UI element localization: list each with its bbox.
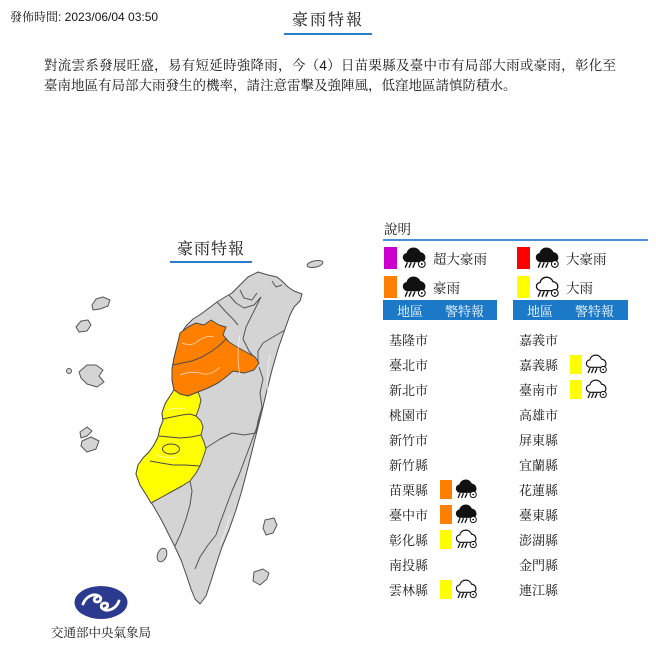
penghu-islands bbox=[80, 427, 92, 438]
region-name: 屏東縣 bbox=[519, 433, 559, 448]
warning-table-right bbox=[513, 300, 628, 602]
table-row bbox=[383, 477, 497, 502]
table-row bbox=[513, 527, 628, 552]
legend-color-swatch bbox=[384, 247, 397, 269]
light-rain-cloud-icon bbox=[455, 579, 479, 600]
warning-icon-wrap bbox=[585, 379, 609, 400]
warning-icon-wrap bbox=[455, 579, 479, 600]
legend-item-label: 大雨 bbox=[566, 281, 593, 296]
region-column-header: 地區 bbox=[397, 303, 424, 319]
kinmen-island bbox=[79, 365, 104, 387]
advisory-summary: 對流雲系發展旺盛，易有短延時強降雨，今（4）日苗栗縣及臺中市有局部大雨或豪雨，彰化至臺南地區有局部大雨發生的機率，請注意雷擊及強陣風，低窪地區請慎防積水。 bbox=[44, 58, 616, 93]
table-row bbox=[383, 552, 497, 577]
legend-icon-wrap bbox=[402, 276, 428, 299]
region-name: 高雄市 bbox=[519, 408, 559, 423]
legend-item-label: 豪雨 bbox=[433, 281, 460, 296]
region-column-header: 地區 bbox=[527, 303, 554, 319]
light-rain-cloud-icon bbox=[585, 379, 609, 400]
warning-color-swatch bbox=[440, 530, 452, 549]
light-rain-cloud-icon bbox=[455, 529, 479, 550]
table-row bbox=[513, 377, 628, 402]
warning-column-header: 警特報 bbox=[575, 303, 615, 319]
region-name: 彰化縣 bbox=[389, 533, 429, 548]
region-name: 宜蘭縣 bbox=[519, 458, 559, 473]
dark-rain-cloud-icon bbox=[535, 247, 561, 270]
warning-icon-wrap bbox=[455, 479, 479, 500]
region-name: 基隆市 bbox=[389, 333, 429, 348]
warning-color-swatch bbox=[570, 380, 582, 399]
table-row bbox=[383, 452, 497, 477]
table-row bbox=[383, 377, 497, 402]
warning-color-swatch bbox=[570, 355, 582, 374]
publish-time: 發佈時間: 2023/06/04 03:50 bbox=[10, 10, 159, 24]
table-row bbox=[383, 427, 497, 452]
legend-icon-wrap bbox=[535, 276, 561, 299]
warning-icon-wrap bbox=[585, 354, 609, 375]
warning-color-swatch bbox=[440, 580, 452, 599]
legend-item-label: 超大豪雨 bbox=[433, 252, 487, 267]
region-name: 新北市 bbox=[389, 383, 429, 398]
region-name: 花蓮縣 bbox=[519, 483, 559, 498]
legend-item bbox=[384, 274, 460, 300]
legend-item bbox=[517, 245, 607, 271]
region-name: 嘉義市 bbox=[519, 333, 559, 348]
guishan-islet bbox=[307, 259, 324, 269]
warning-column-header: 警特報 bbox=[445, 303, 485, 319]
region-name: 苗栗縣 bbox=[389, 483, 429, 498]
region-name: 金門縣 bbox=[519, 558, 559, 573]
region-name: 臺東縣 bbox=[519, 508, 559, 523]
agency-name: 交通部中央氣象局 bbox=[50, 626, 151, 640]
legend-icon-wrap bbox=[402, 247, 428, 270]
table-row bbox=[513, 427, 628, 452]
map-title: 豪雨特報 bbox=[170, 236, 252, 263]
legend-color-swatch bbox=[517, 276, 530, 298]
dark-rain-cloud-icon bbox=[402, 276, 428, 299]
orchid-island bbox=[253, 569, 269, 585]
region-name: 南投縣 bbox=[389, 558, 429, 573]
light-rain-cloud-icon bbox=[535, 276, 561, 299]
legend-item-label: 大豪雨 bbox=[566, 252, 607, 267]
region-name: 臺南市 bbox=[519, 383, 559, 398]
legend-item bbox=[384, 245, 487, 271]
table-row bbox=[513, 502, 628, 527]
table-rows bbox=[513, 327, 628, 602]
table-header bbox=[383, 300, 497, 320]
region-name: 連江縣 bbox=[519, 583, 559, 598]
region-name: 雲林縣 bbox=[389, 583, 429, 598]
legend-item bbox=[517, 274, 593, 300]
table-row bbox=[513, 452, 628, 477]
region-name: 新竹縣 bbox=[389, 458, 429, 473]
dark-rain-cloud-icon bbox=[402, 247, 428, 270]
kinmen-islet bbox=[67, 369, 72, 374]
cwb-logo bbox=[72, 585, 130, 623]
warning-icon-wrap bbox=[455, 529, 479, 550]
liuqiu-island bbox=[155, 547, 168, 563]
table-row bbox=[383, 352, 497, 377]
table-header bbox=[513, 300, 628, 320]
region-name: 澎湖縣 bbox=[519, 533, 559, 548]
table-row bbox=[513, 577, 628, 602]
table-row bbox=[513, 327, 628, 352]
table-row bbox=[513, 352, 628, 377]
table-row bbox=[513, 402, 628, 427]
legend-icon-wrap bbox=[535, 247, 561, 270]
legend-color-swatch bbox=[384, 276, 397, 298]
table-row bbox=[383, 502, 497, 527]
page-title: 豪雨特報 bbox=[284, 7, 372, 35]
table-row bbox=[383, 402, 497, 427]
green-island bbox=[263, 518, 277, 535]
table-row bbox=[513, 552, 628, 577]
region-name: 臺中市 bbox=[389, 508, 429, 523]
table-row bbox=[383, 327, 497, 352]
matsu-islands bbox=[92, 297, 110, 310]
region-name: 嘉義縣 bbox=[519, 358, 559, 373]
region-name: 臺北市 bbox=[389, 358, 429, 373]
region-name: 新竹市 bbox=[389, 433, 429, 448]
light-rain-cloud-icon bbox=[585, 354, 609, 375]
table-row bbox=[383, 577, 497, 602]
warning-color-swatch bbox=[440, 480, 452, 499]
warning-color-swatch bbox=[440, 505, 452, 524]
legend-underline bbox=[383, 239, 648, 241]
dark-rain-cloud-icon bbox=[455, 504, 479, 525]
table-row bbox=[513, 477, 628, 502]
legend-title: 說明 bbox=[384, 222, 411, 237]
dark-rain-cloud-icon bbox=[455, 479, 479, 500]
warning-table-left bbox=[383, 300, 497, 602]
table-row bbox=[383, 527, 497, 552]
warning-icon-wrap bbox=[455, 504, 479, 525]
legend-color-swatch bbox=[517, 247, 530, 269]
region-name: 桃園市 bbox=[389, 408, 429, 423]
chiayi-city-enclave bbox=[163, 444, 180, 454]
table-rows bbox=[383, 327, 497, 602]
